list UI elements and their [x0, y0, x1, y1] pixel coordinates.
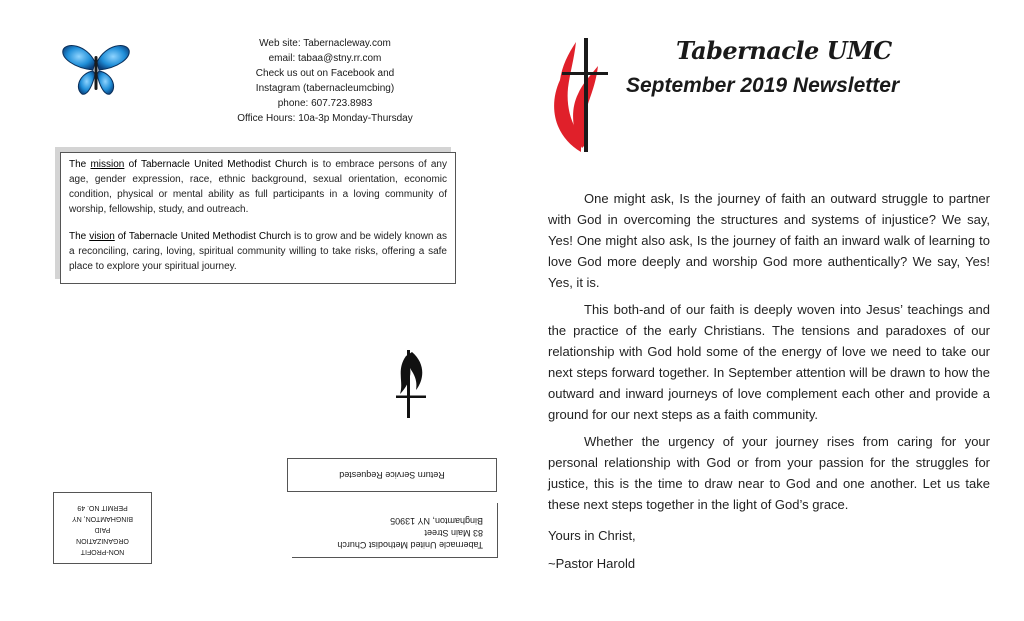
website-text: Web site: Tabernacleway.com [259, 38, 391, 49]
church-name-title: Tabernacle UMC [676, 36, 892, 65]
return-service-text: Return Service Requested [339, 470, 445, 480]
address-line-3: Binghamton, NY 13905 [390, 516, 483, 526]
contact-info [210, 36, 440, 126]
facebook-text: Check us out on Facebook and [255, 68, 395, 79]
permit-line-4: BINGHAMTON, NY [72, 515, 133, 522]
mission-keyword: mission [90, 159, 125, 170]
signature-text: ~Pastor Harold [548, 556, 636, 571]
cross-flame-logo [548, 36, 610, 154]
mission-statement: The mission of Tabernacle United Methodist Church is to embrace persons of any age, gender expression, race, ethnic background, sexual orientation, economic condition, physical or mental ability as full participants in a loving community of worship, fellowship, study, and outreach. [69, 159, 447, 215]
permit-line-5: PERMIT NO. 49 [77, 504, 128, 511]
butterfly-icon [60, 40, 132, 98]
permit-line-3: PAID [94, 526, 111, 533]
phone-text: phone: 607.723.8983 [277, 98, 373, 109]
vision-statement: The vision of Tabernacle United Methodist Church is to grow and be widely known as a reconciling, caring, loving, spiritual community willing to take risks, offering a safe place to explore your spiritual journey. [69, 231, 447, 272]
pastor-letter [548, 188, 990, 521]
vision-keyword: vision [89, 231, 115, 242]
newsletter-title: September 2019 Newsletter [626, 74, 900, 97]
return-address-box [292, 503, 498, 558]
letter-paragraph: This both-and of our faith is deeply woven into Jesus’ teachings and the practice of the early Christians. The tensions and paradoxes of our relationship with God hold some of the energy of love we need to take our next steps forward together. In September attention will be drawn to how the outward and inward journeys of love complement each other and provide a ground for our next steps as a faith community. [548, 302, 990, 422]
address-line-2: 83 Main Street [424, 528, 483, 538]
cross-flame-logo-small [390, 350, 430, 418]
letter-paragraph: Whether the urgency of your journey rises from caring for your personal relationship with God or from your passion for the struggles for justice, this is the time to draw near to God and one another. Let us take these next steps together in the light of God’s grace. [548, 434, 990, 512]
instagram-text: Instagram (tabernacleumcbing) [255, 83, 395, 94]
letter-paragraph: One might ask, Is the journey of faith an outward struggle to partner with God in overcoming the structures and systems of injustice? We say, Yes! One might also ask, Is the journey of faith an inward walk of learning to love God more deeply and worship God more authentically? We say, Yes! Yes, it is. [548, 191, 990, 290]
email-text: email: tabaa@stny.rr.com [268, 53, 382, 64]
office-hours-text: Office Hours: 10a-3p Monday-Thursday [237, 113, 413, 124]
return-service-box [287, 458, 497, 492]
closing-text: Yours in Christ, [548, 528, 636, 543]
permit-line-1: NON-PROFIT [80, 548, 125, 555]
permit-line-2: ORGANIZATION [76, 537, 129, 544]
mission-vision-box [60, 152, 456, 284]
postage-permit-box [53, 492, 152, 564]
letter-closing [548, 522, 636, 578]
address-line-1: Tabernacle United Methodist Church [337, 540, 483, 550]
